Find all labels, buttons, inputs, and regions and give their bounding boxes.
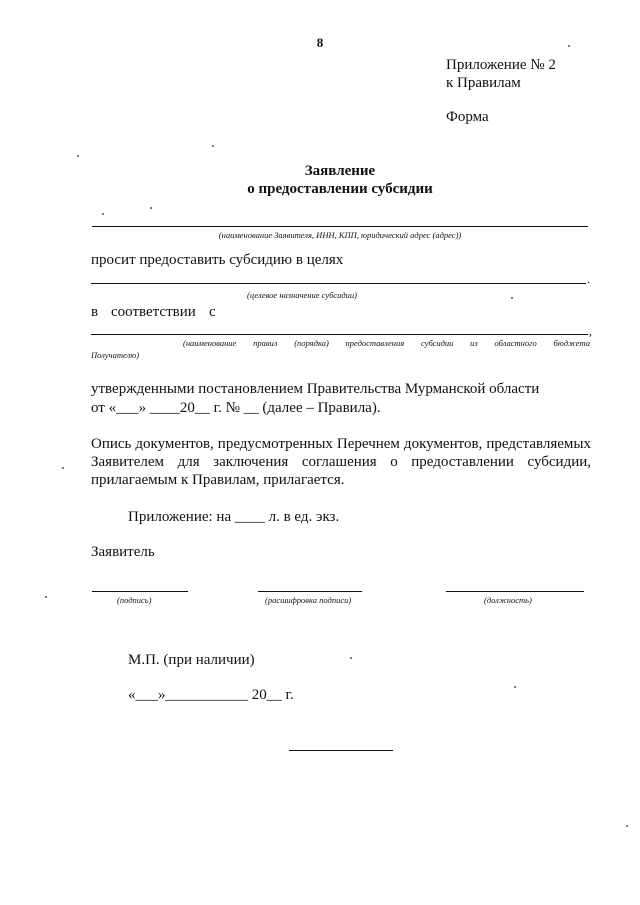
inventory-line-2: Заявителем для заключения соглашения о предоставлении субсидии,	[91, 454, 591, 470]
document-subtitle: о предоставлении субсидии	[247, 181, 433, 197]
page-number: 8	[316, 35, 324, 50]
scan-speck	[514, 686, 516, 688]
rules-caption	[183, 338, 590, 348]
rules-caption-word: (наименование	[183, 338, 237, 348]
date-line: «___»___________ 20__ г.	[128, 687, 294, 703]
appendix-number: Приложение № 2	[446, 57, 556, 73]
applicant-field-line[interactable]	[92, 226, 588, 227]
applicant-caption: (наименование Заявителя, ИНН, КПП, юридический адрес (адрес))	[218, 230, 462, 240]
position-caption: (должность)	[484, 595, 532, 605]
approved-line-2: от «___» ____20__ г. № __ (далее – Правила).	[91, 400, 381, 416]
signature-decoding-line[interactable]	[258, 591, 362, 592]
rules-field-line[interactable]	[91, 334, 588, 335]
scan-speck	[77, 155, 79, 157]
stamp-text: М.П. (при наличии)	[128, 652, 255, 668]
rules-caption-word: бюджета	[553, 338, 590, 348]
rules-caption-end: Получателю)	[91, 350, 140, 360]
purpose-field-line[interactable]	[91, 283, 586, 284]
scan-speck	[626, 825, 628, 827]
rules-caption-word: областного	[494, 338, 537, 348]
inventory-line-3: прилагаемым к Правилам, прилагается.	[91, 472, 345, 488]
form-label: Форма	[446, 109, 489, 125]
position-line[interactable]	[446, 591, 584, 592]
purpose-caption: (целевое назначение субсидии)	[247, 290, 357, 300]
accordance-word-1: в	[91, 304, 99, 320]
attachment-text: Приложение: на ____ л. в ед. экз.	[128, 509, 340, 525]
request-text: просит предоставить субсидию в целях	[91, 252, 344, 268]
inventory-line-1: Опись документов, предусмотренных Перечнем документов, представляемых	[91, 436, 591, 452]
scan-speck	[568, 45, 570, 47]
accordance-word-3: с	[209, 304, 216, 320]
accordance-word-2: соответствии	[111, 304, 196, 320]
rules-caption-word: правил	[253, 338, 278, 348]
scan-speck	[511, 297, 513, 299]
rules-line-end-comma: ,	[589, 324, 592, 338]
scan-speck	[150, 207, 152, 209]
scan-speck	[350, 657, 352, 659]
appendix-reference: к Правилам	[446, 75, 521, 91]
purpose-line-end-comma: .	[587, 272, 590, 286]
applicant-label: Заявитель	[91, 544, 155, 560]
signature-caption: (подпись)	[117, 595, 152, 605]
scan-speck	[62, 467, 64, 469]
end-divider	[289, 750, 393, 751]
rules-caption-word: предоставления	[345, 338, 405, 348]
document-title: Заявление	[304, 163, 376, 179]
decoding-caption: (расшифровка подписи)	[265, 595, 352, 605]
rules-caption-word: из	[470, 338, 478, 348]
scan-speck	[45, 596, 47, 598]
signature-line[interactable]	[92, 591, 188, 592]
approved-line-1: утвержденными постановлением Правительства Мурманской области	[91, 381, 540, 397]
rules-caption-word: (порядка)	[294, 338, 329, 348]
rules-caption-word: субсидии	[420, 338, 454, 348]
scan-speck	[102, 213, 104, 215]
scan-speck	[212, 145, 214, 147]
